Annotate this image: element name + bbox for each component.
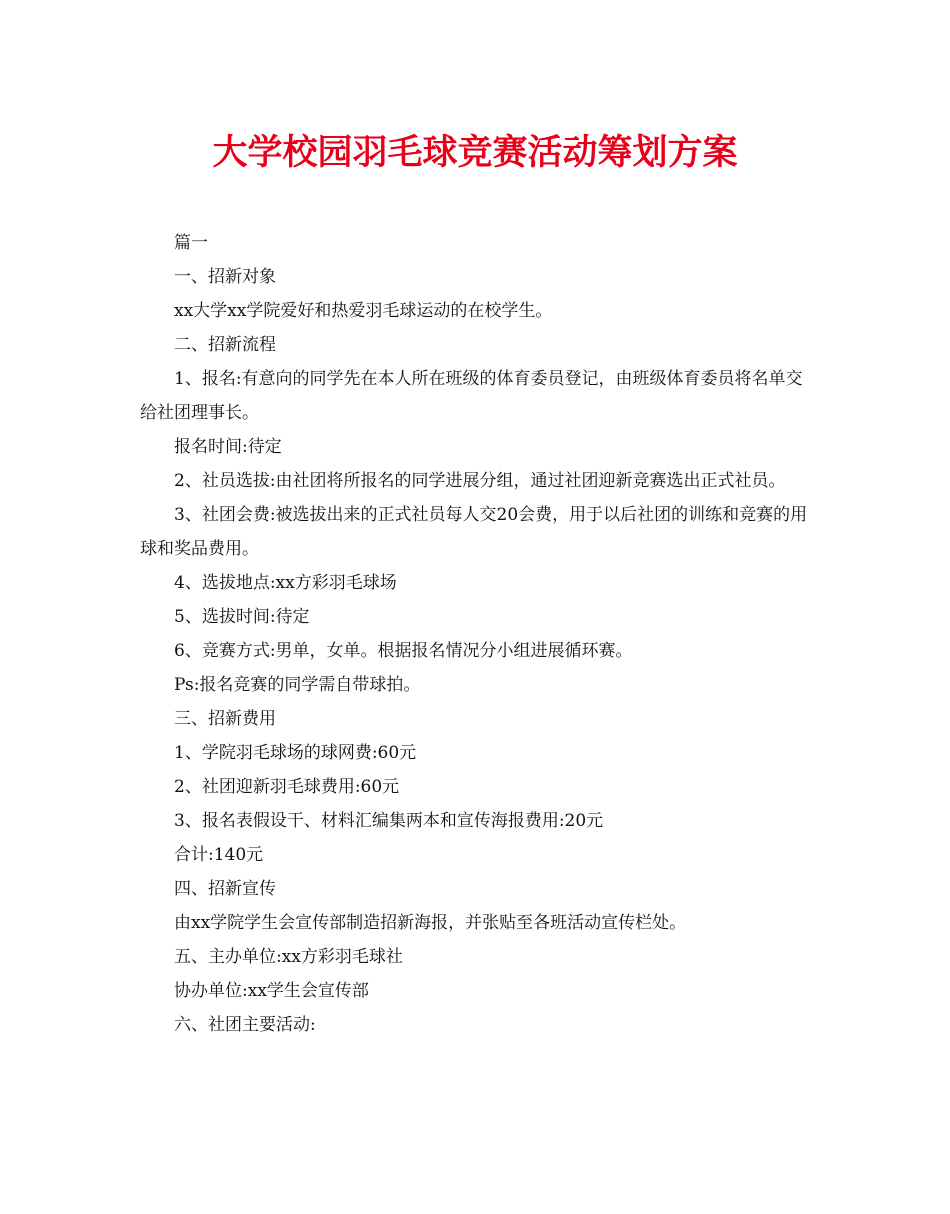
section-heading: 六、社团主要活动: [174,1015,316,1035]
section-heading: 五、主办单位:xx方彩羽毛球社 [174,947,403,967]
section-heading: 二、招新流程 [174,335,276,355]
paragraph: 5、选拔时间:待定 [174,607,310,627]
paragraph: 1、报名:有意向的同学先在本人所在班级的体育委员登记，由班级体育委员将名单交给社团理事长。 [140,369,803,423]
paragraph: Ps:报名竞赛的同学需自带球拍。 [174,675,421,695]
document-title: 大学校园羽毛球竞赛活动筹划方案 [212,132,738,173]
section-heading: 三、招新费用 [174,709,276,729]
document-body [140,226,812,1042]
paragraph: 1、学院羽毛球场的球网费:60元 [174,743,417,763]
paragraph: 2、社员选拔:由社团将所报名的同学进展分组，通过社团迎新竞赛选出正式社员。 [174,471,786,491]
paragraph: 4、选拔地点:xx方彩羽毛球场 [174,573,397,593]
section-heading: 四、招新宣传 [174,879,276,899]
paragraph: xx大学xx学院爱好和热爱羽毛球运动的在校学生。 [174,301,553,321]
section-heading: 一、招新对象 [174,267,276,287]
paragraph: 篇一 [174,233,208,253]
paragraph: 由xx学院学生会宣传部制造招新海报，并张贴至各班活动宣传栏处。 [174,913,687,933]
paragraph: 3、社团会费:被选拔出来的正式社员每人交20会费，用于以后社团的训练和竞赛的用球和奖品费用。 [140,505,808,559]
paragraph: 合计:140元 [174,845,264,865]
paragraph: 3、报名表假设干、材料汇编集两本和宣传海报费用:20元 [174,811,604,831]
paragraph: 协办单位:xx学生会宣传部 [174,981,369,1001]
paragraph: 报名时间:待定 [174,437,282,457]
paragraph: 2、社团迎新羽毛球费用:60元 [174,777,400,797]
paragraph: 6、竞赛方式:男单，女单。根据报名情况分小组进展循环赛。 [174,641,633,661]
